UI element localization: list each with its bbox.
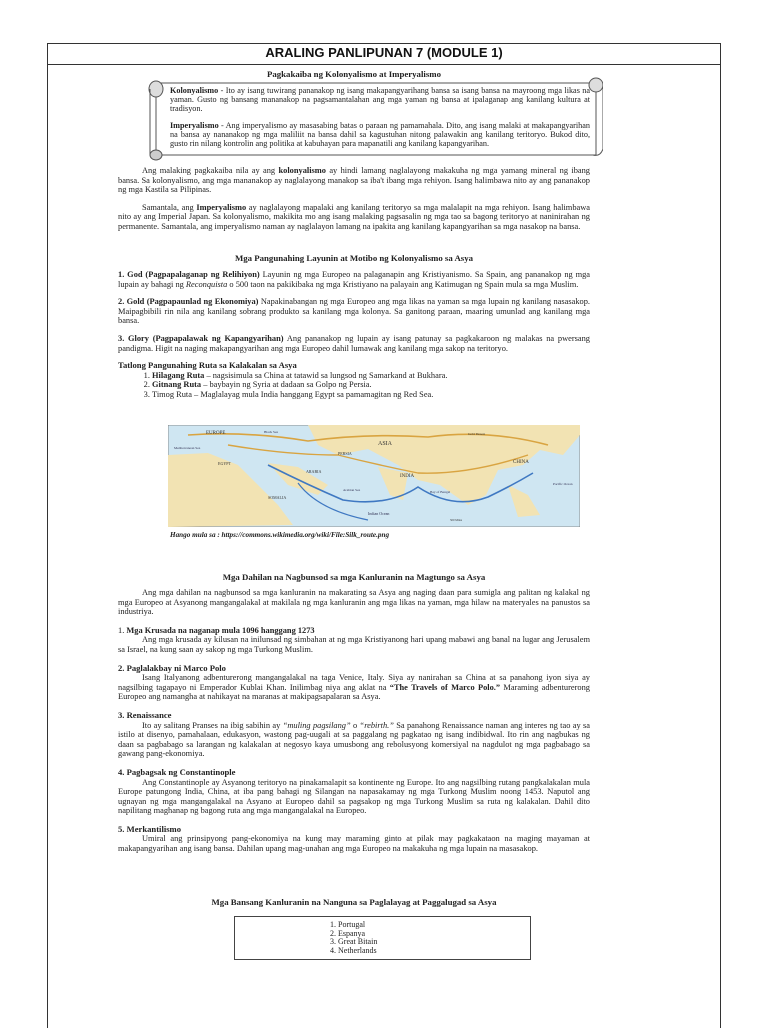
para2-c: ay naglalayong mapalaki ang kanilang teritoryo sa mga malalapit na mga rehiyon. Isang halimbawa nito ay ang Imperial Japan. Sa kolonyalismo, makikita mo ang isang malaking pagsasalin ng mga tao sa bagong teritoryo at naninirahan ng permanente. Samantala, ang imperyalismo naman ay naglalayon lamang na ipakita ang kanilang kapangyarihan sa mga nasakop na bansa. [118, 202, 590, 231]
countries-list [235, 921, 530, 955]
paragraph-imperyalismo [118, 203, 590, 232]
gold-term: 2. Gold (Pagpapaunlad ng Ekonomiya) [118, 297, 259, 307]
section-title-layunin: Mga Pangunahing Layunin at Motibo ng Kolonyalismo sa Asya [234, 253, 474, 263]
renaissance-b: “muling pagsilang” [282, 720, 351, 730]
map-label: CHINA [513, 460, 529, 465]
reasons-section [118, 588, 590, 854]
kolonyalismo-text: - Ito ay isang tuwirang pananakop ng isang makapangyarihang bansa sa isang bansa na mayroong mga likas na yaman. Gusto ng bansang mananakop na pagsamantalahan ang mga yaman ng bansa at ipalaganap ang kanilang kultura at tradisyon. [170, 86, 590, 114]
imperyalismo-term: Imperyalismo [170, 120, 219, 130]
reason-merkantilismo-heading: 5. Merkantilismo [118, 823, 182, 834]
map-label: Indian Ocean [368, 511, 390, 516]
map-label: Arabian Sea [343, 488, 361, 492]
routes-list [118, 371, 590, 400]
krusada-num: 1. [118, 625, 127, 635]
route-text: – baybayin ng Syria at dadaan sa Golpo ng Persia. [201, 380, 372, 390]
map-label: Pacific Ocean [553, 482, 573, 486]
route-name: Timog Ruta [152, 389, 192, 399]
god-em: Reconquista [185, 279, 228, 289]
countries-box [234, 916, 531, 960]
map-label: PERSIA [338, 451, 352, 456]
para1-b: kolonyalismo [278, 166, 326, 175]
motive-gold [118, 297, 590, 326]
renaissance-e: Sa panahong Renaissance naman ang interes ng tao ay sa istilo at disenyo, pamahalaan, edukasyon, wastong pag-uugali at sa paggalang ng pagkatao ng isang indibidwal. Ito rin ang nagbukas ng daan sa pagbabago sa larangan ng kalakalan at negosyo kaya umusbong ang rebolusyong komersiyal na nagdulot ng mga pagbabago sa gawang pang-ekonomiya. [118, 720, 590, 759]
kolonyalismo-term: Kolonyalismo [170, 86, 219, 95]
route-name: Hilagang Ruta [152, 370, 205, 380]
renaissance-a: Ito ay salitang Pranses na ibig sabihin ay [142, 720, 283, 730]
map-credit: Hango mula sa : https://commons.wikimedia.org/wiki/File:Silk_route.png [170, 531, 390, 539]
reason-renaissance-text [118, 721, 590, 759]
motive-god [118, 270, 590, 289]
para1-c: ay hindi lamang naglalayong makakuha ng mga yamang mineral ng ibang bansa. Sa kolonyalismo, ang mga mananakop ay naglalayong manakop sa iba't ibang mga rehiyon. Isang halimbawa nito ay ang pananakop ng mga Kastila sa Pilipinas. [118, 166, 590, 195]
country-item: 3. Great Bitain [338, 938, 530, 947]
glory-text: Ang pananakop ng lupain ay isang patunay sa pagkakaroon ng malakas na pwersang pandigma. Higit na naging makapangyarihan ang mga Europeo dahil lumawak ang kanilang mga sakop na teritoryo. [118, 333, 590, 353]
title-divider [48, 64, 720, 65]
definitions-box [170, 86, 590, 148]
reasons-intro: Ang mga dahilan na nagbunsod sa mga kanluranin na makarating sa Asya ang naging daan para sumigla ang palitan ng kalakal ng mga Europeo at Asyanong mangangalakal at makilala ng mga kanluranin ang mga likas na yaman, mga hilaw na materyales na panustos sa industriya. [118, 588, 590, 617]
reason-krusada-text: Ang mga krusada ay kilusan na inilunsad ng simbahan at ng mga Kristiyanong hari upang mabawi ang banal na lugar ang Jerusalem sa Israel, na kung saan ay sakop ng mga Turkong Muslim. [118, 635, 590, 654]
map-scale-label: 500 Miles [450, 518, 463, 522]
god-c: o 500 taon na pakikibaka ng mga Kristiyano na palayain ang Katimugan ng Spain mula sa mga Muslim. [227, 279, 579, 289]
para1-a: Ang malaking pagkakaiba nila ay ang [142, 166, 279, 175]
para2-a: Samantala, ang [142, 202, 197, 212]
map-label: Mediterranean Sea [174, 446, 201, 450]
section-title-dahilan: Mga Dahilan na Nagbunsod sa mga Kanluranin na Magtungo sa Asya [222, 572, 486, 582]
country-item: 4. Netherlands [338, 947, 530, 956]
marco-b: “The Travels of Marco Polo.” [389, 682, 501, 692]
god-term: 1. God (Pagpapalaganap ng Relihiyon) [118, 270, 260, 279]
map-label: ARABIA [306, 469, 322, 474]
krusada-term: Mga Krusada na naganap mula 1096 hanggang 1273 [126, 625, 315, 635]
imperyalismo-definition [170, 121, 590, 149]
country-item: 1. Portugal [338, 921, 530, 930]
gold-text: Napakinabangan ng mga Europeo ang mga likas na yaman sa mga lupain ng kanilang nasasakop. Maipagbibili rin nila ang kanilang sobrang produkto sa kanilang mga kolonya. Sa ganitong paraan, maaring umunlad ang kanilang mga bansa. [118, 297, 591, 326]
route-text: – Maglalayag mula India hanggang Egypt sa pamamagitan ng Red Sea. [191, 389, 434, 399]
route-item [152, 380, 590, 390]
reason-renaissance-heading: 3. Renaissance [118, 709, 172, 720]
reason-constantinople-text: Ang Constantinople ay Asyanong teritoryo na pinakamalapit sa kontinente ng Europe. Ito ang nagsilbing rutang pangkalakalan mula Europe patungong India, China, at iba pang bahagi ng Silangan na napasakamay ng mga Turkong Muslim noong 1453. Naputol ang ugnayan ng mga mangangalakal na Asyano at Europeo dahil sa pagsakop ng mga Turkong Muslim sa ruta ng kalakalan. Dahil dito napilitang maghanap ng bagong ruta ang mga mangangalakal na Europeo. [118, 777, 590, 816]
route-text: – nagsisimula sa China at tatawid sa lungsod ng Samarkand at Bukhara. [204, 370, 448, 380]
renaissance-d: “rebirth.” [359, 720, 394, 730]
glory-term: 3. Glory (Pagpapalawak ng Kapangyarihan) [118, 333, 284, 343]
route-item [152, 390, 590, 400]
reason-marco-text [118, 673, 590, 702]
route-name: Gitnang Ruta [152, 380, 202, 390]
silk-route-map [168, 425, 580, 527]
comparison-paragraphs [118, 166, 590, 232]
paragraph-kolonyalismo [118, 166, 590, 195]
map-label: Black Sea [264, 430, 279, 434]
section-title-bansa: Mga Bansang Kanluranin na Nanguna sa Paglalayag at Paggalugad sa Asya [211, 897, 497, 907]
map-label: INDIA [400, 474, 415, 479]
routes-title: Tatlong Pangunahing Ruta sa Kalakalan sa Asya [118, 360, 297, 371]
map-label: Gobi Desert [468, 432, 486, 436]
para2-b: Imperyalismo [196, 202, 247, 212]
motives-list [118, 270, 590, 400]
country-item: 2. Espanya [338, 930, 530, 939]
section-title-pagkakaiba: Pagkakaiba ng Kolonyalismo at Imperyalismo [266, 69, 441, 79]
route-item [152, 371, 590, 381]
reason-merkantilismo-text: Umiral ang prinsipyong pang-ekonomiya na kung may maraming ginto at pilak may pagkakataon na maging mayaman at makapangyarihan ang isang bansa. Dahilan upang mag-unahan ang mga Europeo na makakuha ng mga lupain na masasakop. [118, 834, 590, 854]
reason-krusada-heading [118, 626, 590, 636]
kolonyalismo-definition [170, 86, 590, 114]
map-label: EUROPE [206, 431, 226, 436]
reason-marco-heading: 2. Paglalakbay ni Marco Polo [118, 662, 226, 673]
renaissance-c: o [350, 720, 360, 730]
imperyalismo-text: - Ang imperyalismo ay masasabing batas o paraan ng pamamahala. Dito, ang isang malaki at makapangyarihan na bansa ay nananakop ng mga maliliit na bansa dahil sa kagustuhan nitong palawakin ang kanilang teritoryo. Bukod dito, gusto rin nilang kontrolin ang politika at kabuhayan para mapanatili ang kanilang kapangyarihan. [170, 120, 590, 149]
motive-glory [118, 334, 590, 353]
reason-constantinople-heading: 4. Pagbagsak ng Constantinople [118, 766, 236, 777]
god-a: Layunin ng mga Europeo na palaganapin ang Kristiyanismo. Sa Spain, ang pananakop ng mga lupain ay bahagi ng [118, 270, 591, 289]
page-title: ARALING PANLIPUNAN 7 (MODULE 1) [265, 45, 503, 60]
map-label: ASIA [378, 441, 393, 447]
marco-c: Maraming adbenturerong Europeo ang namangha at nahikayat na maranas at makipagsapalaran sa Asya. [118, 682, 590, 702]
marco-a: Isang Italyanong adbenturerong mangangalakal na taga Venice, Italy. Siya ay nanirahan sa China at sa panahong iyon siya ay nagsilbing tagapayo ni Emperador Kublai Khan. Inilimbag niya ang aklat na [118, 673, 590, 692]
map-label: EGYPT [218, 461, 231, 466]
map-label: SOMALIA [268, 495, 287, 500]
map-label: Bay of Bengal [430, 490, 451, 494]
